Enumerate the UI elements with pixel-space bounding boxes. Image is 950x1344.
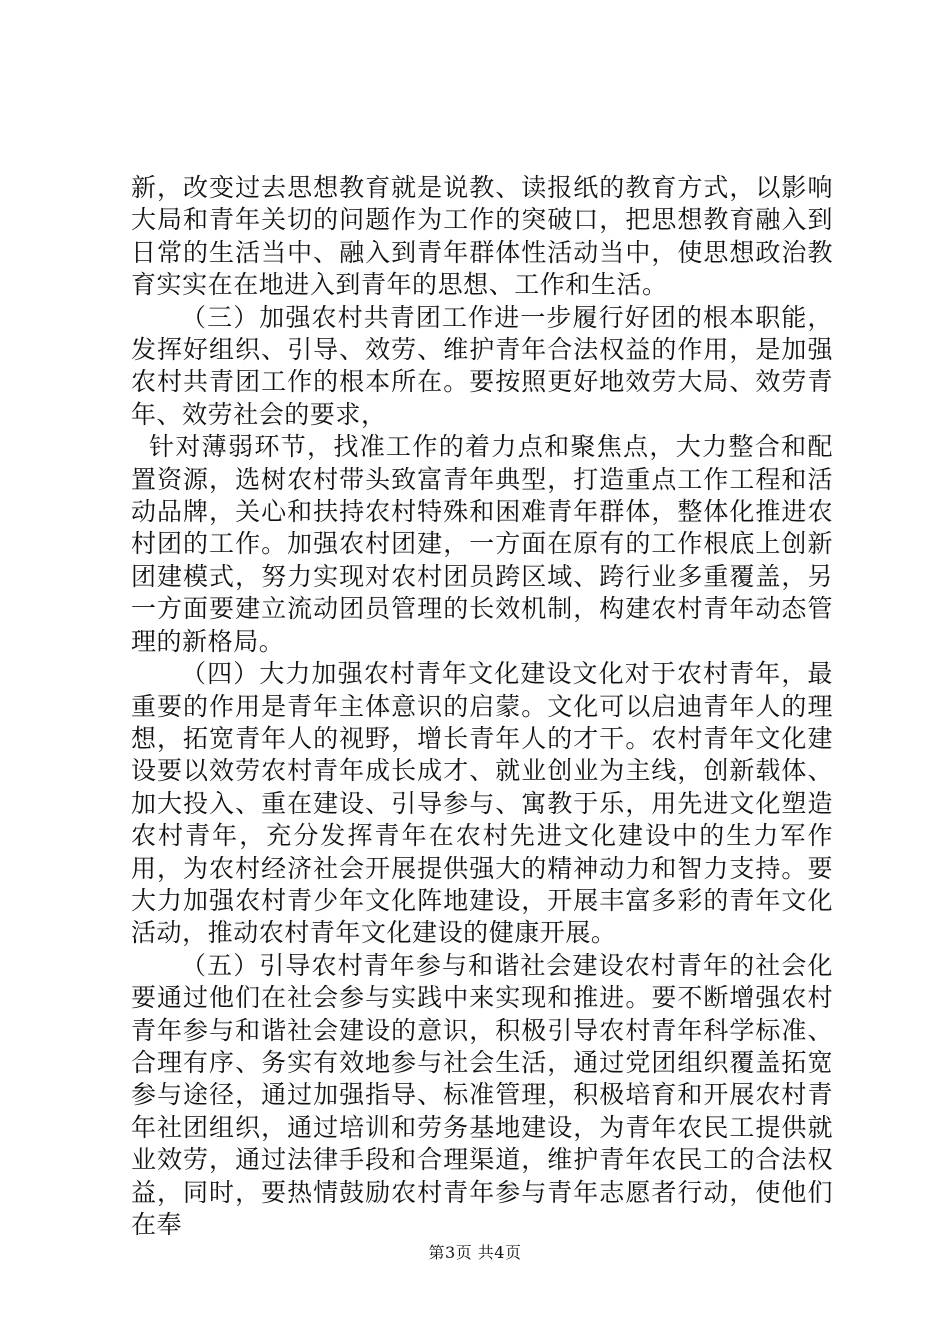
document-body: [131, 172, 833, 1241]
paragraph-continuation: 新，改变过去思想教育就是说教、读报纸的教育方式，以影响大局和青年关切的问题作为工作的突破口，把思想教育融入到日常的生活当中、融入到青年群体性活动当中，使思想政治教育实实在在地进入到青年的思想、工作和生活。: [131, 173, 833, 300]
paragraph-section-3: （三）加强农村共青团工作进一步履行好团的根本职能，发挥好组织、引导、效劳、维护青年合法权益的作用，是加强农村共青团工作的根本所在。要按照更好地效劳大局、效劳青年、效劳社会的要求，: [131, 302, 833, 429]
paragraph-section-5: （五）引导农村青年参与和谐社会建设农村青年的社会化要通过他们在社会参与实践中来实现和推进。要不断增强农村青年参与和谐社会建设的意识，积极引导农村青年科学标准、合理有序、务实有效地参与社会生活，通过党团组织覆盖拓宽参与途径，通过加强指导、标准管理，积极培育和开展农村青年社团组织，通过培训和劳务基地建设，为青年农民工提供就业效劳，通过法律手段和合理渠道，维护青年农民工的合法权益，同时，要热情鼓励农村青年参与青年志愿者行动，使他们在奉: [131, 950, 833, 1239]
paragraph-section-3-continued: 针对薄弱环节，找准工作的着力点和聚焦点，大力整合和配置资源，选树农村带头致富青年典型，打造重点工作工程和活动品牌，关心和扶持农村特殊和困难青年群体，整体化推进农村团的工作。加强农村团建，一方面在原有的工作根底上创新团建模式，努力实现对农村团员跨区域、跨行业多重覆盖，另一方面要建立流动团员管理的长效机制，构建农村青年动态管理的新格局。: [131, 432, 833, 656]
paragraph-section-4: （四）大力加强农村青年文化建设文化对于农村青年，最重要的作用是青年主体意识的启蒙。文化可以启迪青年人的理想，拓宽青年人的视野，增长青年人的才干。农村青年文化建设要以效劳农村青年成长成才、就业创业为主线，创新载体、加大投入、重在建设、引导参与、寓教于乐，用先进文化塑造农村青年，充分发挥青年在农村先进文化建设中的生力军作用，为农村经济社会开展提供强大的精神动力和智力支持。要大力加强农村青少年文化阵地建设，开展丰富多彩的青年文化活动，推动农村青年文化建设的健康开展。: [131, 659, 833, 948]
page-number-footer: 第3页 共4页: [428, 1243, 522, 1262]
